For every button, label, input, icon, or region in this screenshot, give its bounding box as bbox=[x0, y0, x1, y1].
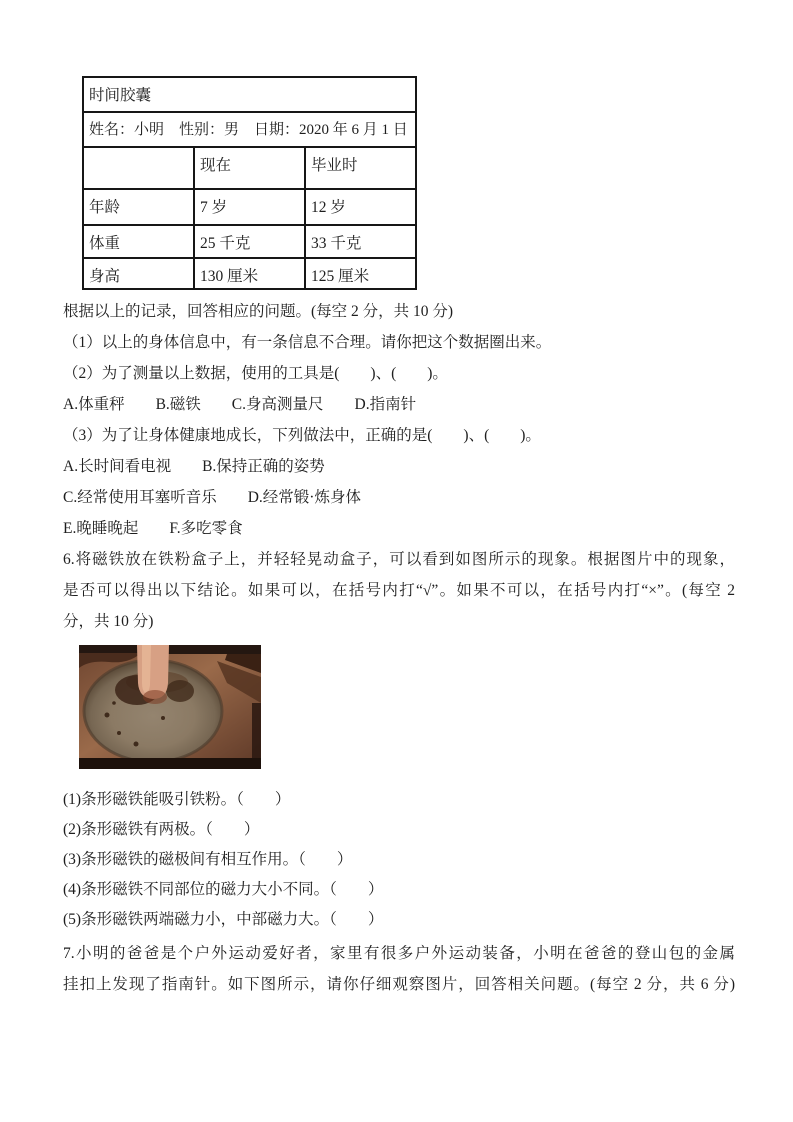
table-header-empty bbox=[83, 147, 194, 189]
table-title-cell: 时间胶囊 bbox=[83, 77, 416, 112]
q5-sub3: （3）为了让身体健康地成长，下列做法中，正确的是( )、( )。 bbox=[63, 427, 541, 444]
question7-block bbox=[63, 938, 735, 1000]
row-height-label: 身高 bbox=[83, 258, 194, 289]
q6-stem-line2: 是否可以得出以下结论。如果可以，在括号内打“√”。如果不可以，在括号内打“×”。(每空 2 bbox=[63, 582, 735, 599]
q7-stem-line1: 7.小明的爸爸是个户外运动爱好者，家里有很多户外运动装备，小明在爸爸的登山包的金属 bbox=[63, 945, 735, 962]
row-weight-graduation: 33 千克 bbox=[305, 225, 416, 258]
q5-sub2: （2）为了测量以上数据，使用的工具是( )、( )。 bbox=[63, 365, 448, 382]
table-header-now: 现在 bbox=[194, 147, 305, 189]
q5-sub3-options-ef: E.晚睡晚起 F.多吃零食 bbox=[63, 520, 243, 537]
q5-sub1: （1）以上的身体信息中，有一条信息不合理。请你把这个数据圈出来。 bbox=[63, 334, 552, 351]
magnet-photo-illustration bbox=[79, 645, 261, 769]
table-row bbox=[83, 225, 416, 258]
time-capsule-table bbox=[82, 76, 417, 290]
q5-sub3-options-ab: A.长时间看电视 B.保持正确的姿势 bbox=[63, 458, 325, 475]
question-body bbox=[63, 296, 735, 1000]
row-height-now: 130 厘米 bbox=[194, 258, 305, 289]
q5-intro: 根据以上的记录，回答相应的问题。(每空 2 分，共 10 分) bbox=[63, 303, 454, 320]
q6-item-2: (2)条形磁铁有两极。（ ） bbox=[63, 821, 260, 838]
row-age-graduation: 12 岁 bbox=[305, 189, 416, 225]
row-weight-now: 25 千克 bbox=[194, 225, 305, 258]
row-weight-label: 体重 bbox=[83, 225, 194, 258]
row-height-graduation: 125 厘米 bbox=[305, 258, 416, 289]
q7-stem-line2: 挂扣上发现了指南针。如下图所示，请你仔细观察图片，回答相关问题。(每空 2 分，共 6 分) bbox=[63, 976, 735, 993]
q6-stem-line3: 分，共 10 分) bbox=[63, 613, 154, 630]
table-row bbox=[83, 258, 416, 289]
q6-items bbox=[63, 785, 735, 935]
q6-item-5: (5)条形磁铁两端磁力小，中部磁力大。（ ） bbox=[63, 911, 384, 928]
q6-item-4: (4)条形磁铁不同部位的磁力大小不同。（ ） bbox=[63, 881, 384, 898]
table-info-cell: 姓名：小明 性别：男 日期：2020 年 6 月 1 日 bbox=[83, 112, 416, 147]
q5-sub3-options-cd: C.经常使用耳塞听音乐 D.经常锻·炼身体 bbox=[63, 489, 361, 506]
q6-stem-line1: 6.将磁铁放在铁粉盒子上，并轻轻晃动盒子，可以看到如图所示的现象。根据图片中的现象， bbox=[63, 551, 735, 568]
row-age-now: 7 岁 bbox=[194, 189, 305, 225]
table-header-graduation: 毕业时 bbox=[305, 147, 416, 189]
magnet-iron-filings-photo bbox=[79, 645, 261, 769]
q6-item-3: (3)条形磁铁的磁极间有相互作用。（ ） bbox=[63, 851, 353, 868]
row-age-label: 年龄 bbox=[83, 189, 194, 225]
table-row bbox=[83, 189, 416, 225]
q5-sub2-options: A.体重秤 B.磁铁 C.身高测量尺 D.指南针 bbox=[63, 396, 417, 413]
q6-item-1: (1)条形磁铁能吸引铁粉。（ ） bbox=[63, 791, 291, 808]
